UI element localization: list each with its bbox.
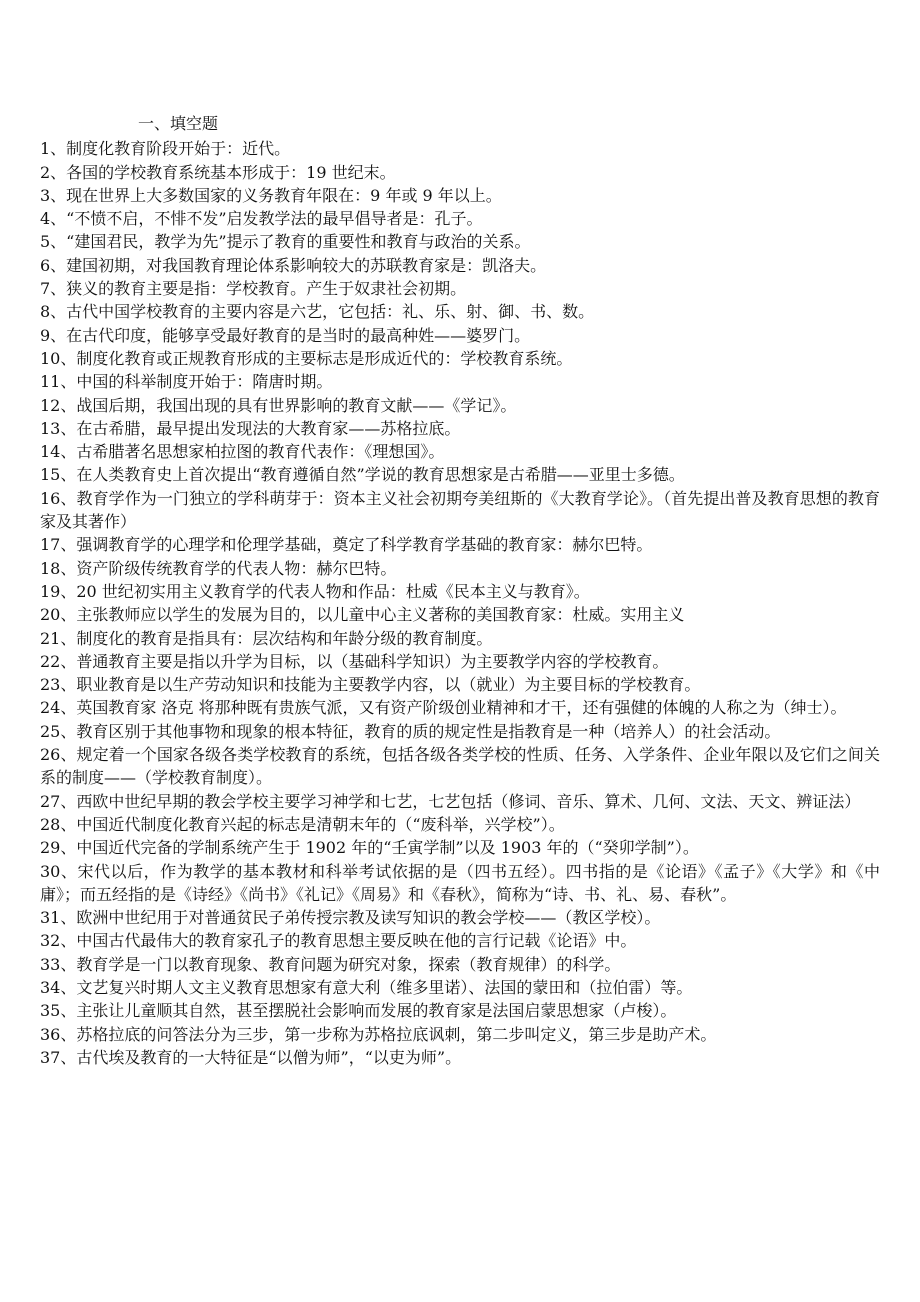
question-item: 21、制度化的教育是指具有：层次结构和年龄分级的教育制度。	[40, 628, 493, 648]
question-item: 37、古代埃及教育的一大特征是“以僧为师”，“以吏为师”。	[40, 1047, 462, 1067]
question-item: 33、教育学是一门以教育现象、教育问题为研究对象，探索（教育规律）的科学。	[40, 954, 621, 974]
question-item: 20、主张教师应以学生的发展为目的，以儿童中心主义著称的美国教育家：杜威。实用主义	[40, 605, 685, 625]
document-content	[40, 112, 880, 1069]
question-item: 23、职业教育是以生产劳动知识和技能为主要教学内容，以（就业）为主要目标的学校教育。	[40, 675, 701, 695]
question-item: 29、中国近代完备的学制系统产生于 1902 年的“壬寅学制”以及 1903 年的（“癸卯学制”）。	[40, 838, 699, 858]
question-item: 25、教育区别于其他事物和现象的根本特征，教育的质的规定性是指教育是一种（培养人）的社会活动。	[40, 721, 781, 741]
question-item: 13、在古希腊，最早提出发现法的大教育家——苏格拉底。	[40, 418, 461, 438]
question-item: 35、主张让儿童顺其自然，甚至摆脱社会影响而发展的教育家是法国启蒙思想家（卢梭）。	[40, 1001, 677, 1021]
question-item: 16、教育学作为一门独立的学科萌芽于：资本主义社会初期夸美纽斯的《大教育学论》。（首先提出普及教育思想的教育家及其著作）	[40, 488, 880, 532]
question-item: 7、狭义的教育主要是指：学校教育。产生于奴隶社会初期。	[40, 279, 467, 299]
question-item: 14、古希腊著名思想家柏拉图的教育代表作：《理想国》。	[40, 442, 445, 462]
question-item: 28、中国近代制度化教育兴起的标志是清朝末年的（“废科举，兴学校”）。	[40, 814, 565, 834]
question-item: 1、制度化教育阶段开始于：近代。	[40, 139, 291, 159]
question-item: 34、文艺复兴时期人文主义教育思想家有意大利（维多里诺）、法国的蒙田和（拉伯雷）等。	[40, 977, 693, 997]
question-item: 10、制度化教育或正规教育形成的主要标志是形成近代的：学校教育系统。	[40, 348, 573, 368]
question-item: 27、西欧中世纪早期的教会学校主要学习神学和七艺，七艺包括（修词、音乐、算术、几何、文法、天文、辨证法）	[40, 791, 861, 811]
question-item: 26、规定着一个国家各级各类学校教育的系统，包括各级各类学校的性质、任务、入学条件、企业年限以及它们之间关系的制度——（学校教育制度）。	[40, 745, 880, 788]
question-item: 4、“不愤不启，不悱不发”启发教学法的最早倡导者是：孔子。	[40, 209, 483, 229]
question-item: 6、建国初期，对我国教育理论体系影响较大的苏联教育家是：凯洛夫。	[40, 255, 547, 275]
question-item: 30、宋代以后，作为教学的基本教材和科举考试依据的是（四书五经）。四书指的是《论语》《孟子》《大学》和《中庸》；而五经指的是《诗经》《尚书》《礼记》《周易》和《春秋》，简称为“诗、书、礼、易、春秋”。	[40, 861, 880, 904]
question-item: 12、战国后期，我国出现的具有世界影响的教育文献——《学记》。	[40, 395, 517, 415]
question-item: 5、“建国君民，教学为先”提示了教育的重要性和教育与政治的关系。	[40, 232, 531, 252]
question-item: 2、各国的学校教育系统基本形成于：19 世纪末。	[40, 162, 396, 182]
question-item: 11、中国的科举制度开始于：隋唐时期。	[40, 372, 333, 392]
question-item: 32、中国古代最伟大的教育家孔子的教育思想主要反映在他的言行记载《论语》中。	[40, 931, 637, 951]
question-item: 8、古代中国学校教育的主要内容是六艺，它包括：礼、乐、射、御、书、数。	[40, 302, 595, 322]
question-item: 18、资产阶级传统教育学的代表人物：赫尔巴特。	[40, 558, 397, 578]
question-item: 9、在古代印度，能够享受最好教育的是当时的最高种姓——婆罗门。	[40, 325, 531, 345]
question-item: 15、在人类教育史上首次提出“教育遵循自然”学说的教育思想家是古希腊——亚里士多德。	[40, 465, 685, 485]
section-title: 一、填空题	[138, 114, 219, 133]
question-list	[40, 137, 880, 1069]
question-item: 24、英国教育家 洛克 将那种既有贵族气派，又有资产阶级创业精神和才干，还有强健的体魄的人称之为（绅士）。	[40, 698, 847, 718]
question-item: 3、现在世界上大多数国家的义务教育年限在：9 年或 9 年以上。	[40, 185, 502, 205]
question-item: 36、苏格拉底的问答法分为三步，第一步称为苏格拉底讽刺，第二步叫定义，第三步是助产术。	[40, 1024, 717, 1044]
question-item: 31、欧洲中世纪用于对普通贫民子弟传授宗教及读写知识的教会学校——（教区学校）。	[40, 908, 661, 928]
question-item: 17、强调教育学的心理学和伦理学基础，奠定了科学教育学基础的教育家：赫尔巴特。	[40, 535, 653, 555]
question-item: 22、普通教育主要是指以升学为目标，以（基础科学知识）为主要教学内容的学校教育。	[40, 651, 669, 671]
question-item: 19、20 世纪初实用主义教育学的代表人物和作品：杜威《民本主义与教育》。	[40, 581, 590, 601]
